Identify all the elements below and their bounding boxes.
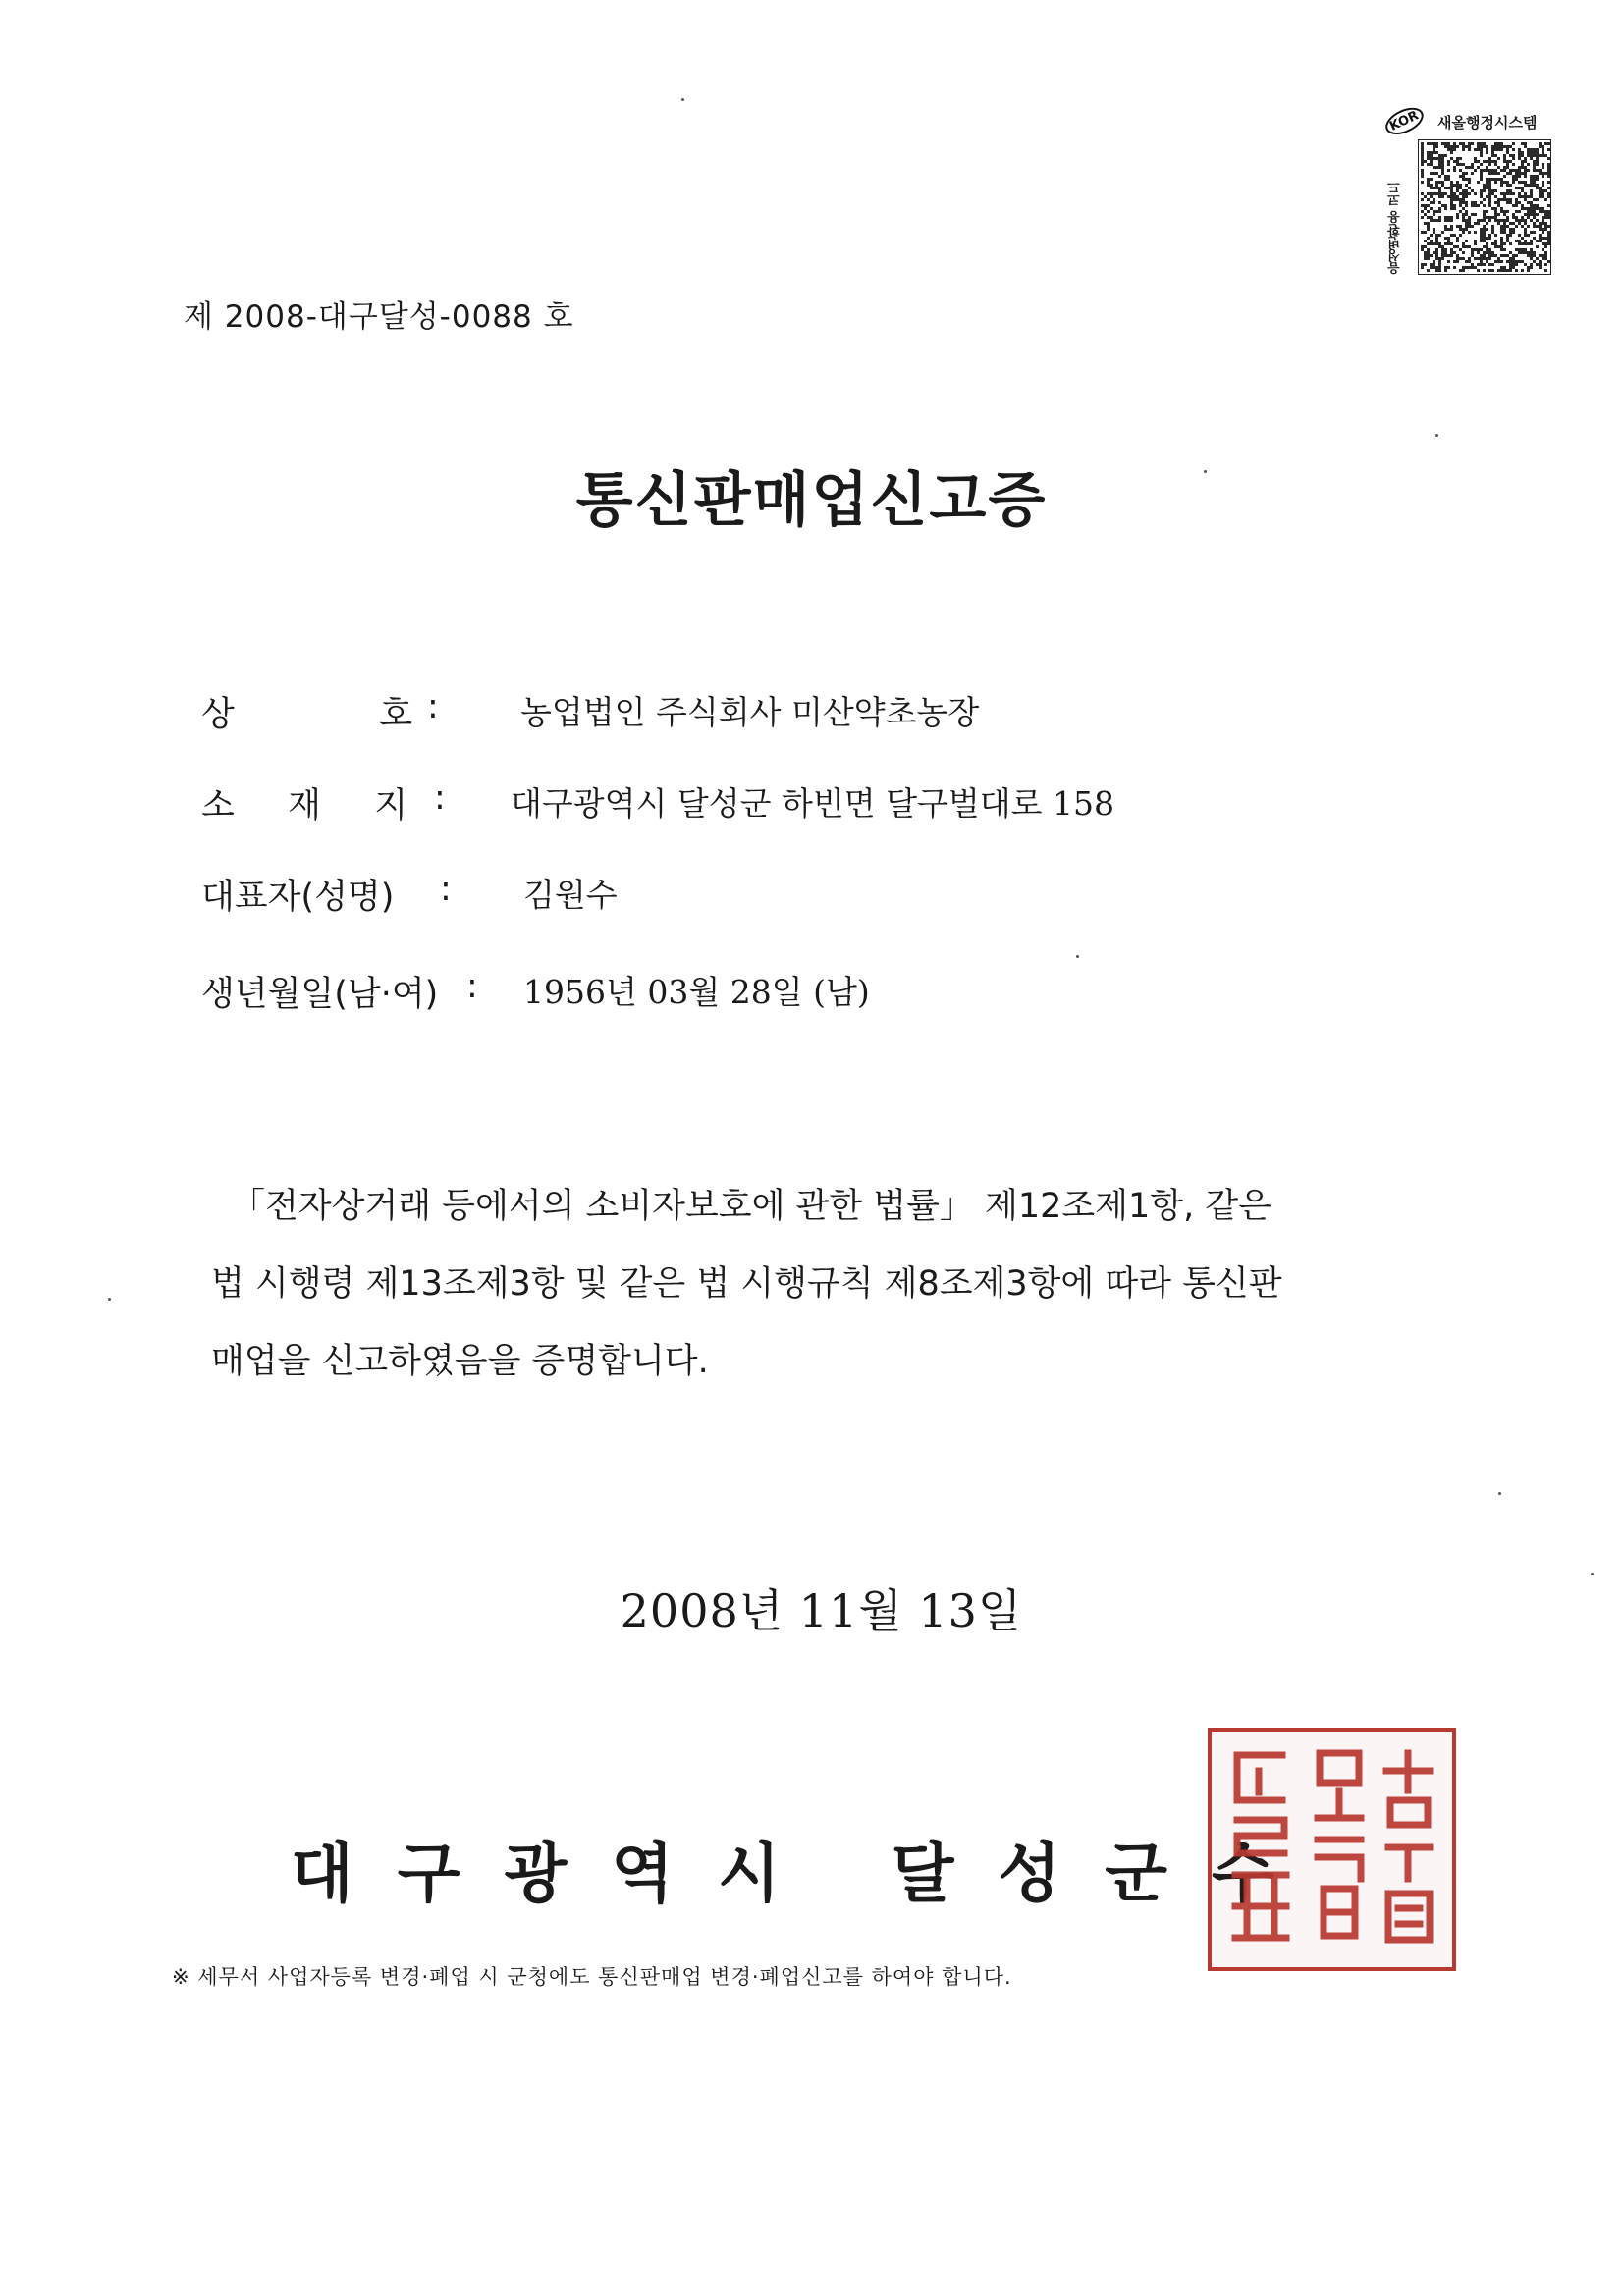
scan-speck (681, 98, 684, 101)
field-value-birthdate: 1956년 03월 28일 (남) (523, 973, 870, 1011)
field-label-trade-name: 상 호 (201, 695, 412, 734)
field-value-address: 대구광역시 달성군 하빈면 달구벌대로 158 (511, 784, 1114, 823)
scan-speck (1498, 1492, 1501, 1495)
kor-badge: KOR (1384, 110, 1432, 139)
footnote-notice: ※ 세무서 사업자등록 변경·폐업 시 군청에도 통신판매업 변경·폐업신고를 하여야 합니다. (172, 1965, 1012, 1989)
statement-line: 「전자상거래 등에서의 소비자보호에 관한 법률」 제12조제1항, 같은 (231, 1187, 1271, 1226)
field-label-birthdate: 생년월일(남·여) (201, 975, 439, 1014)
field-colon: : (466, 967, 478, 1006)
statement-line: 매업을 신고하였음을 증명합니다. (211, 1342, 709, 1381)
voice-conversion-qr-block (1382, 110, 1551, 275)
official-seal-icon (1208, 1728, 1456, 1971)
scan-speck (1076, 955, 1079, 958)
field-label-address: 소 재 지 (201, 786, 407, 826)
document-number: 제 2008-대구달성-0088 호 (184, 299, 574, 335)
qr-code-icon (1418, 139, 1551, 275)
field-value-representative: 김원수 (523, 876, 618, 914)
issuer-name: 대구광역시 달성군수 (291, 1836, 1319, 1911)
qr-code-pattern (1419, 140, 1550, 274)
seal-pattern (1212, 1732, 1452, 1967)
field-colon: : (434, 778, 446, 818)
qr-system-label: 새올행정시스템 (1437, 114, 1538, 132)
scan-speck (108, 1298, 111, 1301)
field-value-trade-name: 농업법인 주식회사 미산약초농장 (520, 693, 980, 731)
statement-line: 법 시행령 제13조제3항 및 같은 법 시행규칙 제8조제3항에 따라 통신판 (211, 1264, 1282, 1304)
scan-speck (1435, 434, 1438, 437)
qr-side-label: 음성변환용 코드 (1388, 181, 1403, 275)
field-colon: : (440, 870, 452, 909)
certificate-title: 통신판매업신고증 (575, 466, 1048, 535)
field-label-representative: 대표자(성명) (201, 878, 395, 917)
certification-statement (211, 1168, 1448, 1401)
field-colon: : (427, 687, 439, 726)
issue-date: 2008년 11월 13일 (620, 1584, 1023, 1637)
